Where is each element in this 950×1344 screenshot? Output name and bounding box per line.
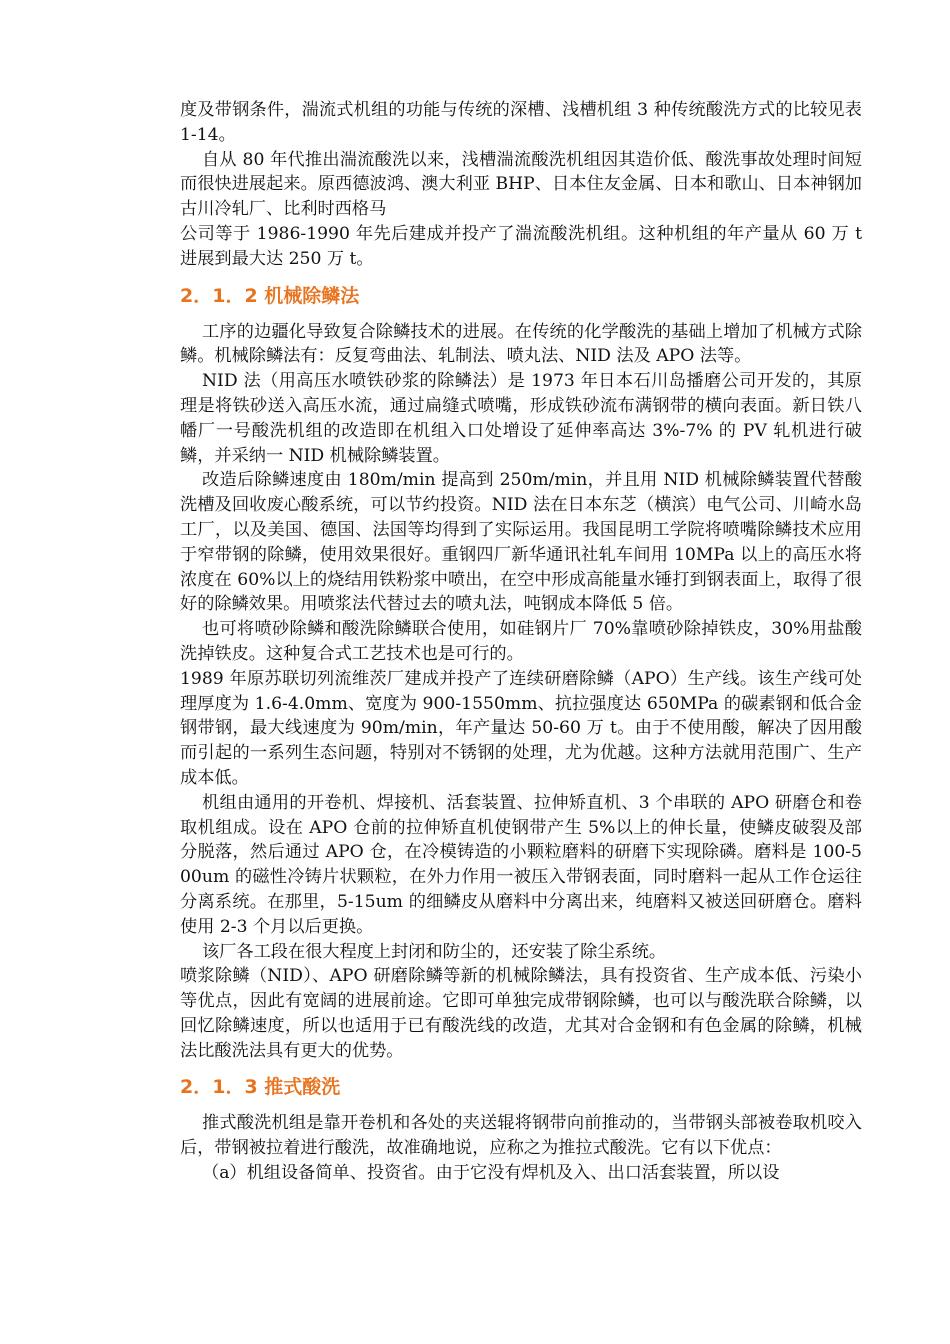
paragraph: 机组由通用的开卷机、焊接机、活套装置、拉伸矫直机、3 个串联的 APO 研磨仓和卷取机组成。设在 APO 仓前的拉伸矫直机使钢带产生 5%以上的伸长量，使鳞皮破裂及部分脱落，然后通过 APO 仓，在冷模铸造的小颗粒磨料的研磨下实现除磷。磨料是 100-500um 的磁性冷铸片状颗粒，在外力作用一被压入带钢表面，同时磨料一起从工作仓运往分离系统。在那里，5-15um 的细鳞皮从磨料中分离出来，纯磨料又被送回研磨仓。磨料使用 2-3 个月以后更换。 — [180, 792, 862, 937]
paragraph: 喷浆除鳞（NID）、APO 研磨除鳞等新的机械除鳞法，具有投资省、生产成本低、污染小等优点，因此有宽阔的进展前途。它即可单独完成带钢除鳞，也可以与酸洗联合除鳞，以回忆除鳞速度，所以也适用于已有酸洗线的改造，尤其对合金钢和有色金属的除鳞，机械法比酸洗法具有更大的优势。 — [180, 966, 862, 1061]
paragraph: 该厂各工段在很大程度上封闭和防尘的，还安装了除尘系统。 — [202, 941, 667, 962]
paragraph: （a）机组设备简单、投资省。由于它没有焊机及入、出口活套装置，所以设 — [202, 1163, 780, 1184]
paragraph: 推式酸洗机组是靠开卷机和各处的夹送辊将钢带向前推动的，当带钢头部被卷取机咬入后，带钢被拉着进行酸洗，故准确地说，应称之为推拉式酸洗。它有以下优点： — [180, 1113, 862, 1159]
paragraph: 工序的边疆化导致复合除鳞技术的进展。在传统的化学酸洗的基础上增加了机械方式除鳞。机械除鳞法有：反复弯曲法、轧制法、喷丸法、NID 法及 APO 法等。 — [180, 321, 862, 367]
paragraph: 也可将喷砂除鳞和酸洗除鳞联合使用，如硅钢片厂 70%靠喷砂除掉铁皮，30%用盐酸洗掉铁皮。这种复合式工艺技术也是可行的。 — [180, 619, 862, 664]
document-page — [180, 98, 862, 1186]
paragraph: 改造后除鳞速度由 180m/min 提高到 250m/min，并且用 NID 机械除鳞装置代替酸洗槽及回收废心酸系统，可以节约投资。NID 法在日本东芝（横滨）电气公司、川崎水岛工厂，以及美国、德国、法国等均得到了实际运用。我国昆明工学院将喷嘴除鳞技术应用于窄带钢的除鳞，使用效果很好。重钢四厂新华通讯社轧车间用 10MPa 以上的高压水将浓度在 60%以上的烧结用铁粉浆中喷出，在空中形成高能量水锤打到钢表面上，取得了很好的除鳞效果。用喷浆法代替过去的喷丸法，吨钢成本降低 5 倍。 — [180, 470, 862, 615]
paragraph: 自从 80 年代推出湍流酸洗以来，浅槽湍流酸洗机组因其造价低、酸洗事故处理时间短而很快进展起来。原西德波鸿、澳大利亚 BHP、日本住友金属、日本和歌山、日本神钢加古川冷轧厂、比利时西格马 — [180, 149, 862, 220]
section-heading-2-1-3: 2．1．3 推式酸洗 — [180, 1076, 341, 1099]
section-heading-2-1-2: 2．1．2 机械除鳞法 — [180, 284, 360, 307]
paragraph: 公司等于 1986-1990 年先后建成并投产了湍流酸洗机组。这种机组的年产量从 60 万 t 进展到最大达 250 万 t。 — [180, 223, 862, 269]
paragraph: NID 法（用高压水喷铁砂浆的除鳞法）是 1973 年日本石川岛播磨公司开发的，其原理是将铁砂送入高压水流，通过扁缝式喷嘴，形成铁砂流布满钢带的横向表面。新日铁八幡厂一号酸洗机组的改造即在机组入口处增设了延伸率高达 3%-7% 的 PV 轧机进行破鳞，并采纳一 NID 机械除鳞装置。 — [180, 371, 862, 466]
paragraph: 1989 年原苏联切列流维茨厂建成并投产了连续研磨除鳞（APO）生产线。该生产线可处理厚度为 1.6-4.0mm、宽度为 900-1550mm、抗拉强度达 650MPa 的碳素钢和低合金钢带钢，最大线速度为 90m/min，年产量达 50-60 万 t。由于不使用酸，解决了因用酸而引起的一系列生态问题，特别对不锈钢的处理，尤为优越。这种方法就用范围广、生产成本低。 — [180, 668, 862, 788]
paragraph: 度及带钢条件，湍流式机组的功能与传统的深槽、浅槽机组 3 种传统酸洗方式的比较见表 1-14。 — [180, 100, 862, 145]
